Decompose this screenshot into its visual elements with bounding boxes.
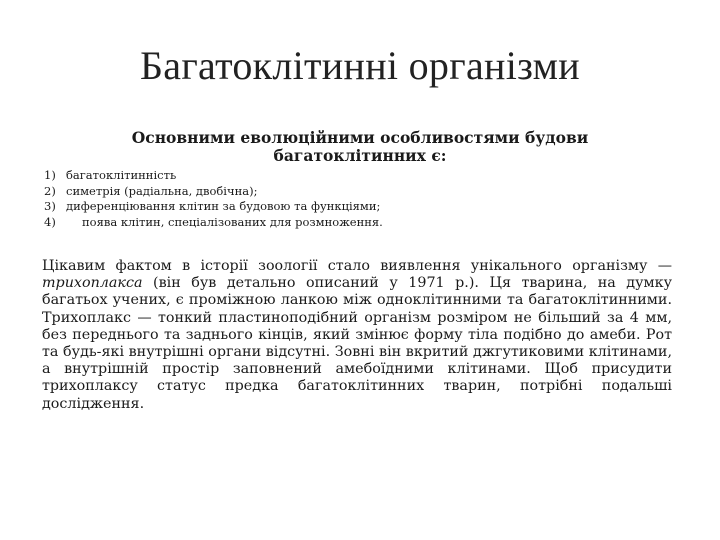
list-item-number: 1)	[44, 168, 56, 182]
fact-text-start: Цікавим фактом в історії зоології стало виявлення унікального організму —	[42, 258, 672, 274]
subheading: Основними еволюційними особливостями будови багатоклітинних є:	[131, 128, 589, 165]
feature-list	[44, 168, 383, 230]
list-item-text: поява клітин, спеціалізованих для розмноження.	[82, 214, 383, 229]
list-item	[44, 215, 383, 231]
fact-paragraph	[42, 258, 672, 413]
list-item-number: 4)	[44, 214, 56, 229]
list-item-text: диференціювання клітин за будовою та функціями;	[66, 199, 381, 213]
list-item	[44, 184, 383, 200]
list-item	[44, 199, 383, 215]
fact-text-rest: (він був детально описаний у 1971 р.). Ця тварина, на думку багатьох учених, є проміжною ланкою між одноклітинними та багатоклітинними. Трихоплакс — тонкий пластиноподібний організм розміром не більший за 4 мм, без переднього та заднього кінців, який змінює форму тіла подібно до амеби. Рот та будь-які внутрішні органи відсутні. Зовні він вкритий джгутиковими клітинами, а внутрішній простір заповнений амебоїдними клітинами. Щоб присудити трихоплаксу статус предка багатоклітинних тварин, потрібні подальші дослідження.	[42, 275, 672, 412]
list-item-number: 2)	[44, 183, 56, 198]
list-item-text: багатоклітинність	[66, 168, 177, 182]
fact-organism-name: трихоплакса	[42, 275, 143, 292]
list-item-text: симетрія (радіальна, двобічна);	[66, 183, 258, 198]
slide-title: Багатоклітинні організми	[140, 43, 580, 88]
list-item	[44, 168, 383, 184]
list-item-number: 3)	[44, 199, 56, 213]
